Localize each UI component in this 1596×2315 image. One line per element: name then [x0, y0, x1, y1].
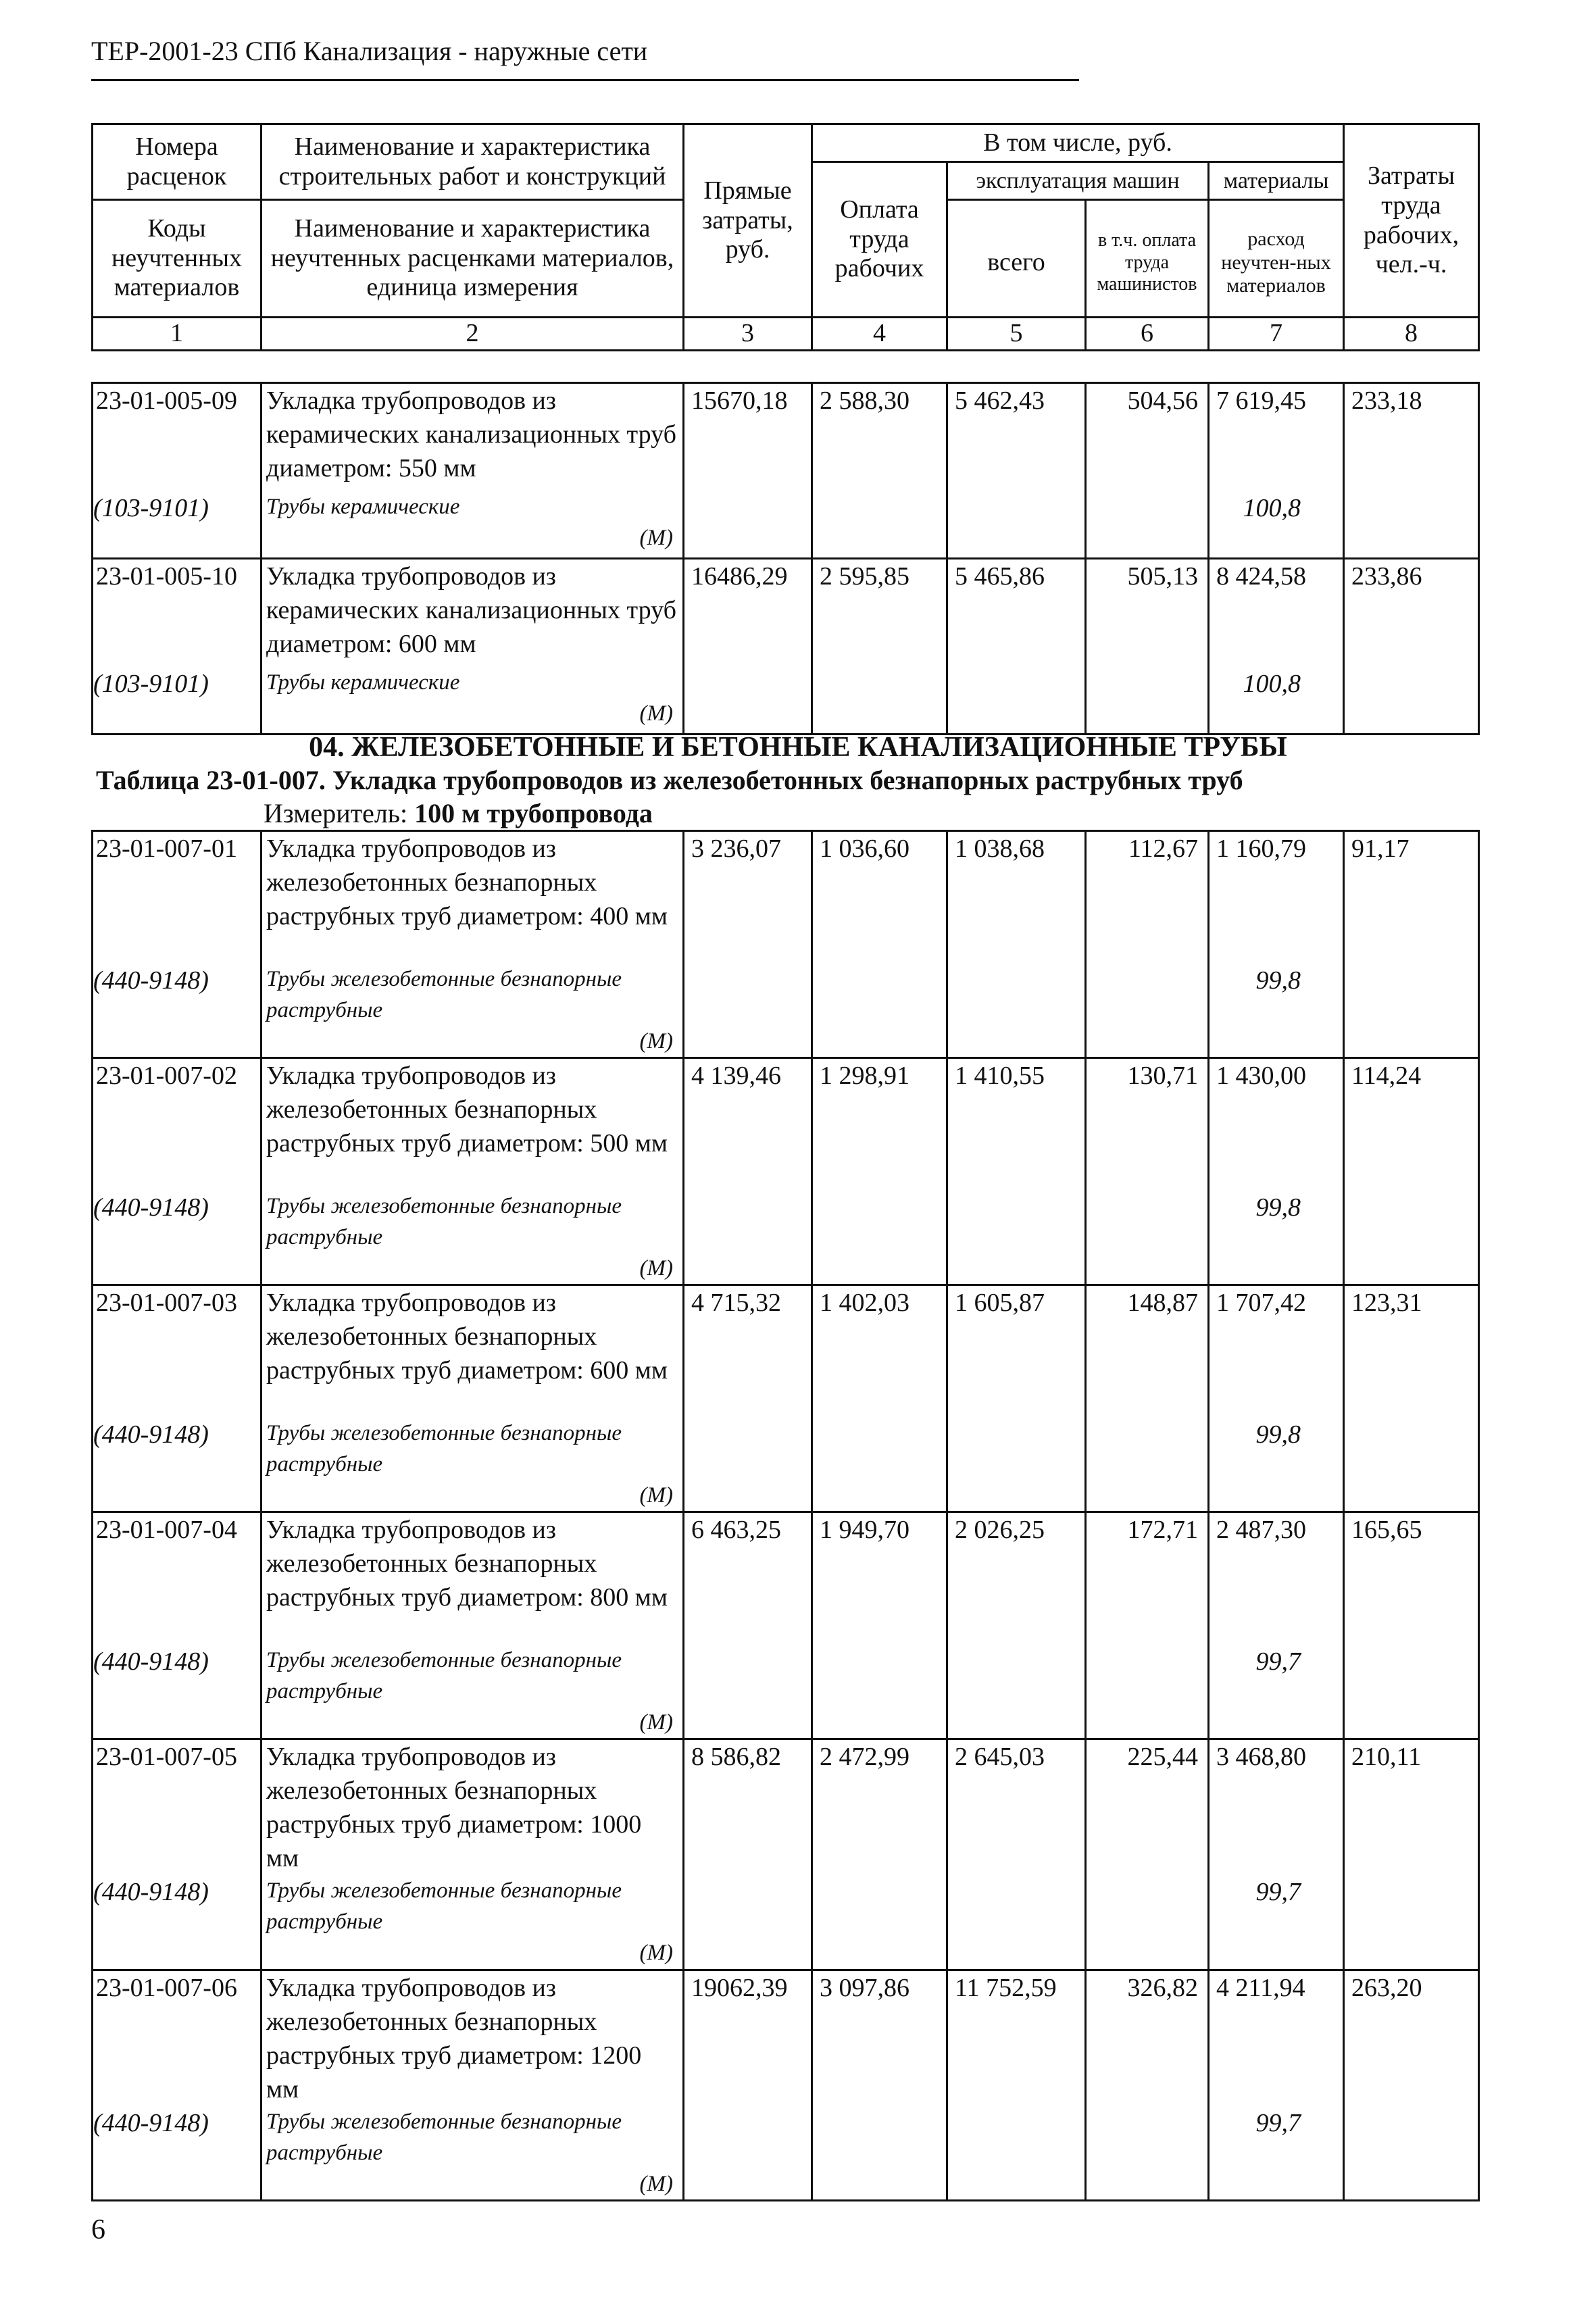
wages: 2 472,99: [812, 1739, 947, 1876]
rate-name-text: Укладка трубопроводов из керамических канализационных труб диаметром: 550 мм: [266, 387, 676, 482]
empty-cell: [684, 1191, 812, 1285]
rate-row: [93, 383, 1479, 491]
material-name: Трубы железобетонные безнапорные раструбные: [266, 1193, 622, 1249]
empty-cell: [1086, 491, 1209, 559]
labor-costs: 123,31: [1344, 1285, 1479, 1418]
material-quantity: 99,8: [1209, 1418, 1344, 1512]
labor-costs: 114,24: [1344, 1058, 1479, 1191]
column-number: 1: [93, 318, 261, 351]
materials-cost: 1 430,00: [1209, 1058, 1344, 1191]
operator-wages: 225,44: [1086, 1739, 1209, 1876]
rate-row: [93, 1285, 1479, 1418]
material-code: (103-9101): [93, 667, 261, 735]
material-quantity: 100,8: [1209, 491, 1344, 559]
material-name: Трубы керамические: [266, 670, 460, 695]
rate-name: [261, 1512, 684, 1645]
empty-cell: [684, 491, 812, 559]
measure-unit: [264, 797, 653, 829]
materials-cost: 1 160,79: [1209, 831, 1344, 964]
column-number: 4: [812, 318, 947, 351]
material-row: [93, 1191, 1479, 1285]
operator-wages-header: в т.ч. оплата труда машинистов: [1086, 209, 1209, 318]
empty-cell: [947, 964, 1086, 1058]
rate-code: 23-01-007-01: [93, 831, 261, 964]
empty-cell: [1344, 1191, 1479, 1285]
rate-row: [93, 1739, 1479, 1876]
unaccounted-name-header: Наименование и характеристика неучтенных расценками материалов, единица измерения: [261, 200, 684, 318]
empty-cell: [947, 491, 1086, 559]
header-spacer: [1209, 200, 1344, 209]
operator-wages: 172,71: [1086, 1512, 1209, 1645]
labor-costs: 165,65: [1344, 1512, 1479, 1645]
rate-code: 23-01-007-02: [93, 1058, 261, 1191]
material-code: (440-9148): [93, 1645, 261, 1739]
wages: 1 298,91: [812, 1058, 947, 1191]
material-row: [93, 1875, 1479, 1970]
empty-cell: [1086, 1875, 1209, 1970]
empty-cell: [812, 964, 947, 1058]
empty-cell: [684, 2106, 812, 2201]
material-quantity: 99,7: [1209, 1645, 1344, 1739]
empty-cell: [1086, 964, 1209, 1058]
material-row: [93, 2106, 1479, 2201]
materials-cost: 3 468,80: [1209, 1739, 1344, 1876]
direct-costs: 6 463,25: [684, 1512, 812, 1645]
labor-costs-header: Затраты труда рабочих, чел.-ч.: [1344, 124, 1479, 318]
rate-name: [261, 559, 684, 667]
rate-name: [261, 1058, 684, 1191]
rate-row: [93, 1512, 1479, 1645]
materials-cost: 7 619,45: [1209, 383, 1344, 491]
column-header-table: [91, 123, 1480, 351]
empty-cell: [684, 1645, 812, 1739]
wages: 1 949,70: [812, 1512, 947, 1645]
wages: 2 595,85: [812, 559, 947, 667]
machine-operation-header: эксплуатация машин: [947, 162, 1209, 200]
materials-cost: 4 211,94: [1209, 1970, 1344, 2106]
material-row: [93, 964, 1479, 1058]
material-row: [93, 1418, 1479, 1512]
material-unit: (М): [639, 1255, 673, 1280]
material-cell: [261, 1875, 684, 1970]
column-number: 5: [947, 318, 1086, 351]
name-characteristic-header: Наименование и характеристика строительных работ и конструкций: [261, 124, 684, 200]
empty-cell: [1344, 1645, 1479, 1739]
material-unit: (М): [639, 1483, 673, 1508]
materials-cost: 8 424,58: [1209, 559, 1344, 667]
column-number: 8: [1344, 318, 1479, 351]
operator-wages: 148,87: [1086, 1285, 1209, 1418]
rate-row: [93, 1058, 1479, 1191]
material-name: Трубы железобетонные безнапорные раструбные: [266, 966, 622, 1022]
rate-row: [93, 559, 1479, 667]
materials-cost: 1 707,42: [1209, 1285, 1344, 1418]
concrete-pipes-table: [91, 830, 1480, 2201]
rate-name-text: Укладка трубопроводов из железобетонных безнапорных раструбных труб диаметром: 400 мм: [266, 835, 668, 930]
machines-total: 2 645,03: [947, 1739, 1086, 1876]
column-number: 2: [261, 318, 684, 351]
rate-name-text: Укладка трубопроводов из железобетонных безнапорных раструбных труб диаметром: 800 мм: [266, 1516, 668, 1612]
including-header: В том числе, руб.: [812, 124, 1344, 162]
empty-cell: [812, 1645, 947, 1739]
material-unit: (М): [639, 701, 673, 726]
empty-cell: [947, 1191, 1086, 1285]
materials-cost: 2 487,30: [1209, 1512, 1344, 1645]
material-name: Трубы железобетонные безнапорные раструбные: [266, 1420, 622, 1476]
rate-name-text: Укладка трубопроводов из железобетонных безнапорных раструбных труб диаметром: 600 мм: [266, 1289, 668, 1385]
rate-name-text: Укладка трубопроводов из железобетонных безнапорных раструбных труб диаметром: 1200 мм: [266, 1973, 642, 2104]
materials-header: материалы: [1209, 162, 1344, 200]
direct-costs: 4 139,46: [684, 1058, 812, 1191]
machines-total: 5 462,43: [947, 383, 1086, 491]
empty-cell: [1344, 491, 1479, 559]
empty-cell: [1086, 1645, 1209, 1739]
labor-costs: 210,11: [1344, 1739, 1479, 1876]
wages: 1 402,03: [812, 1285, 947, 1418]
labor-costs: 233,18: [1344, 383, 1479, 491]
empty-cell: [684, 964, 812, 1058]
empty-cell: [812, 1418, 947, 1512]
unaccounted-codes-header: Коды неучтенных материалов: [93, 200, 261, 318]
labor-costs: 263,20: [1344, 1970, 1479, 2106]
direct-costs: 16486,29: [684, 559, 812, 667]
material-quantity: 99,8: [1209, 964, 1344, 1058]
material-name: Трубы керамические: [266, 494, 460, 519]
operator-wages: 112,67: [1086, 831, 1209, 964]
rate-numbers-header: Номера расценок: [93, 124, 261, 200]
empty-cell: [947, 1875, 1086, 1970]
page-number: 6: [91, 2214, 105, 2245]
empty-cell: [947, 667, 1086, 735]
section-title: 04. ЖЕЛЕЗОБЕТОННЫЕ И БЕТОННЫЕ КАНАЛИЗАЦИОННЫЕ ТРУБЫ: [309, 732, 1287, 763]
operator-wages: 326,82: [1086, 1970, 1209, 2106]
column-number: 7: [1209, 318, 1344, 351]
empty-cell: [1344, 667, 1479, 735]
wages-header: Оплата труда рабочих: [812, 162, 947, 318]
rate-code: 23-01-007-03: [93, 1285, 261, 1418]
rate-name-text: Укладка трубопроводов из керамических канализационных труб диаметром: 600 мм: [266, 562, 676, 658]
rate-code: 23-01-005-10: [93, 559, 261, 667]
empty-cell: [947, 1418, 1086, 1512]
material-name: Трубы железобетонные безнапорные раструбные: [266, 2109, 622, 2165]
empty-cell: [1086, 1191, 1209, 1285]
rate-row: [93, 831, 1479, 964]
wages: 3 097,86: [812, 1970, 947, 2106]
material-cell: [261, 964, 684, 1058]
material-cell: [261, 667, 684, 735]
material-quantity: 100,8: [1209, 667, 1344, 735]
machines-total-header: всего: [947, 209, 1086, 318]
rate-name: [261, 1739, 684, 1876]
operator-wages: 505,13: [1086, 559, 1209, 667]
material-quantity: 99,7: [1209, 2106, 1344, 2201]
material-row: [93, 667, 1479, 735]
machines-total: 1 605,87: [947, 1285, 1086, 1418]
rate-code: 23-01-007-06: [93, 1970, 261, 2106]
empty-cell: [947, 1645, 1086, 1739]
material-name: Трубы железобетонные безнапорные раструбные: [266, 1878, 622, 1934]
column-number: 3: [684, 318, 812, 351]
empty-cell: [1344, 1418, 1479, 1512]
machines-total: 2 026,25: [947, 1512, 1086, 1645]
material-unit: (М): [639, 2171, 673, 2196]
header-rule: [91, 79, 1079, 81]
machines-total: 5 465,86: [947, 559, 1086, 667]
running-title: ТЕР-2001-23 СПб Канализация - наружные сети: [91, 36, 648, 66]
material-code: (440-9148): [93, 964, 261, 1058]
rate-name: [261, 383, 684, 491]
operator-wages: 130,71: [1086, 1058, 1209, 1191]
material-unit: (М): [639, 1028, 673, 1053]
empty-cell: [812, 1191, 947, 1285]
empty-cell: [684, 1875, 812, 1970]
rate-name: [261, 1285, 684, 1418]
material-code: (440-9148): [93, 1875, 261, 1970]
machines-total: 11 752,59: [947, 1970, 1086, 2106]
material-quantity: 99,8: [1209, 1191, 1344, 1285]
header-spacer: [947, 200, 1086, 209]
empty-cell: [812, 1875, 947, 1970]
direct-costs: 19062,39: [684, 1970, 812, 2106]
material-unit: (М): [639, 525, 673, 550]
measure-value: 100 м трубопровода: [414, 798, 653, 828]
empty-cell: [1086, 1418, 1209, 1512]
material-cell: [261, 1645, 684, 1739]
empty-cell: [684, 1418, 812, 1512]
material-cell: [261, 1191, 684, 1285]
operator-wages: 504,56: [1086, 383, 1209, 491]
empty-cell: [1344, 2106, 1479, 2201]
empty-cell: [1086, 667, 1209, 735]
rate-name-text: Укладка трубопроводов из железобетонных безнапорных раструбных труб диаметром: 1000 мм: [266, 1743, 642, 1872]
direct-costs-header: Прямые затраты, руб.: [684, 124, 812, 318]
rate-code: 23-01-007-05: [93, 1739, 261, 1876]
empty-cell: [1086, 2106, 1209, 2201]
material-cell: [261, 491, 684, 559]
material-name: Трубы железобетонные безнапорные раструбные: [266, 1647, 622, 1703]
material-cell: [261, 1418, 684, 1512]
material-unit: (М): [639, 1941, 673, 1965]
empty-cell: [1344, 964, 1479, 1058]
machines-total: 1 410,55: [947, 1058, 1086, 1191]
column-number: 6: [1086, 318, 1209, 351]
machines-total: 1 038,68: [947, 831, 1086, 964]
rate-row: [93, 1970, 1479, 2106]
rate-code: 23-01-007-04: [93, 1512, 261, 1645]
material-cell: [261, 2106, 684, 2201]
empty-cell: [812, 491, 947, 559]
material-row: [93, 491, 1479, 559]
direct-costs: 8 586,82: [684, 1739, 812, 1876]
empty-cell: [1344, 1875, 1479, 1970]
material-unit: (М): [639, 1710, 673, 1735]
labor-costs: 233,86: [1344, 559, 1479, 667]
direct-costs: 15670,18: [684, 383, 812, 491]
material-code: (103-9101): [93, 491, 261, 559]
direct-costs: 3 236,07: [684, 831, 812, 964]
rate-name: [261, 831, 684, 964]
empty-cell: [947, 2106, 1086, 2201]
labor-costs: 91,17: [1344, 831, 1479, 964]
empty-cell: [812, 667, 947, 735]
empty-cell: [812, 2106, 947, 2201]
material-code: (440-9148): [93, 1418, 261, 1512]
rate-code: 23-01-005-09: [93, 383, 261, 491]
table-title: Таблица 23-01-007. Укладка трубопроводов из железобетонных безнапорных раструбных труб: [96, 765, 1243, 795]
material-code: (440-9148): [93, 2106, 261, 2201]
wages: 2 588,30: [812, 383, 947, 491]
header-spacer: [1086, 200, 1209, 209]
unaccounted-consumption-header: расход неучтен-ных материалов: [1209, 209, 1344, 318]
material-row: [93, 1645, 1479, 1739]
ceramic-pipes-table: [91, 382, 1480, 735]
rate-name-text: Укладка трубопроводов из железобетонных безнапорных раструбных труб диаметром: 500 мм: [266, 1062, 668, 1158]
measure-label: Измеритель:: [264, 798, 408, 828]
material-quantity: 99,7: [1209, 1875, 1344, 1970]
wages: 1 036,60: [812, 831, 947, 964]
empty-cell: [684, 667, 812, 735]
material-code: (440-9148): [93, 1191, 261, 1285]
rate-name: [261, 1970, 684, 2106]
direct-costs: 4 715,32: [684, 1285, 812, 1418]
